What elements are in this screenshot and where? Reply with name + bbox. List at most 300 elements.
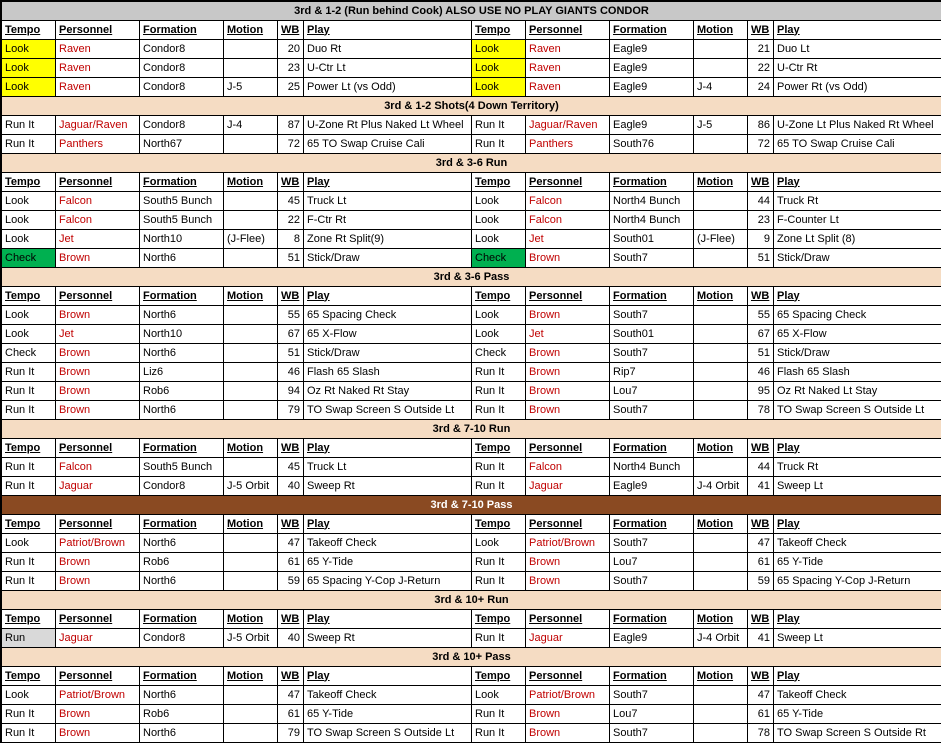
table-row: [2, 363, 941, 382]
column-header-tempo: Tempo: [472, 667, 526, 686]
column-header-row: [2, 610, 941, 629]
right-wb-cell: 95: [748, 382, 774, 401]
column-header-personnel: Personnel: [526, 515, 610, 534]
right-personnel-cell: Patriot/Brown: [526, 686, 610, 705]
left-personnel-cell: Brown: [56, 382, 140, 401]
left-play-cell: Stick/Draw: [304, 344, 472, 363]
right-play-cell: Truck Rt: [774, 192, 941, 211]
right-formation-cell: Lou7: [610, 705, 694, 724]
section-header-3rd-7-10-pass: 3rd & 7-10 Pass: [2, 496, 941, 515]
column-header-motion: Motion: [694, 21, 748, 40]
column-header-formation: Formation: [140, 610, 224, 629]
right-tempo-cell: Run It: [472, 363, 526, 382]
right-formation-cell: Eagle9: [610, 629, 694, 648]
left-play-cell: Takeoff Check: [304, 534, 472, 553]
column-header-personnel: Personnel: [526, 21, 610, 40]
right-wb-cell: 59: [748, 572, 774, 591]
right-personnel-cell: Falcon: [526, 211, 610, 230]
left-formation-cell: North6: [140, 572, 224, 591]
column-header-tempo: Tempo: [2, 21, 56, 40]
right-formation-cell: Eagle9: [610, 78, 694, 97]
left-motion-cell: [224, 135, 278, 154]
left-play-cell: TO Swap Screen S Outside Lt: [304, 724, 472, 743]
right-tempo-cell: Look: [472, 192, 526, 211]
column-header-play: Play: [304, 610, 472, 629]
column-header-motion: Motion: [224, 667, 278, 686]
right-play-cell: 65 Spacing Check: [774, 306, 941, 325]
left-personnel-cell: Falcon: [56, 458, 140, 477]
right-motion-cell: [694, 249, 748, 268]
right-formation-cell: North4 Bunch: [610, 211, 694, 230]
column-header-personnel: Personnel: [526, 173, 610, 192]
right-tempo-cell: Run It: [472, 401, 526, 420]
column-header-row: [2, 515, 941, 534]
column-header-formation: Formation: [610, 21, 694, 40]
left-motion-cell: [224, 686, 278, 705]
table-row: [2, 135, 941, 154]
left-tempo-cell: Look: [2, 59, 56, 78]
left-wb-cell: 72: [278, 135, 304, 154]
column-header-play: Play: [774, 287, 941, 306]
left-wb-cell: 46: [278, 363, 304, 382]
left-wb-cell: 40: [278, 477, 304, 496]
left-formation-cell: South5 Bunch: [140, 211, 224, 230]
table-row: [2, 249, 941, 268]
column-header-wb: WB: [748, 610, 774, 629]
left-personnel-cell: Brown: [56, 553, 140, 572]
column-header-motion: Motion: [224, 21, 278, 40]
column-header-formation: Formation: [140, 21, 224, 40]
right-wb-cell: 55: [748, 306, 774, 325]
left-play-cell: Stick/Draw: [304, 249, 472, 268]
right-personnel-cell: Brown: [526, 382, 610, 401]
right-play-cell: Truck Rt: [774, 458, 941, 477]
left-motion-cell: [224, 705, 278, 724]
right-formation-cell: Eagle9: [610, 40, 694, 59]
column-header-tempo: Tempo: [472, 515, 526, 534]
left-personnel-cell: Jaguar: [56, 629, 140, 648]
column-header-formation: Formation: [610, 173, 694, 192]
column-header-wb: WB: [748, 287, 774, 306]
left-personnel-cell: Raven: [56, 59, 140, 78]
column-header-play: Play: [774, 667, 941, 686]
right-motion-cell: [694, 401, 748, 420]
left-wb-cell: 87: [278, 116, 304, 135]
right-motion-cell: J-4 Orbit: [694, 629, 748, 648]
column-header-motion: Motion: [694, 610, 748, 629]
section-header-3rd-3-6-pass: 3rd & 3-6 Pass: [2, 268, 941, 287]
right-motion-cell: [694, 306, 748, 325]
left-tempo-cell: Look: [2, 230, 56, 249]
right-motion-cell: [694, 344, 748, 363]
table-row: [2, 192, 941, 211]
column-header-play: Play: [304, 667, 472, 686]
right-tempo-cell: Look: [472, 78, 526, 97]
left-play-cell: 65 Spacing Check: [304, 306, 472, 325]
left-wb-cell: 79: [278, 724, 304, 743]
column-header-tempo: Tempo: [2, 439, 56, 458]
column-header-motion: Motion: [694, 515, 748, 534]
right-play-cell: Oz Rt Naked Lt Stay: [774, 382, 941, 401]
left-motion-cell: [224, 192, 278, 211]
left-play-cell: U-Zone Rt Plus Naked Lt Wheel: [304, 116, 472, 135]
right-wb-cell: 47: [748, 686, 774, 705]
right-tempo-cell: Look: [472, 211, 526, 230]
column-header-wb: WB: [278, 515, 304, 534]
left-personnel-cell: Jaguar/Raven: [56, 116, 140, 135]
left-wb-cell: 25: [278, 78, 304, 97]
right-formation-cell: Eagle9: [610, 477, 694, 496]
left-wb-cell: 79: [278, 401, 304, 420]
right-personnel-cell: Brown: [526, 249, 610, 268]
column-header-personnel: Personnel: [526, 667, 610, 686]
table-row: [2, 59, 941, 78]
left-formation-cell: Condor8: [140, 629, 224, 648]
right-tempo-cell: Look: [472, 40, 526, 59]
right-wb-cell: 86: [748, 116, 774, 135]
table-row: [2, 629, 941, 648]
column-header-wb: WB: [278, 173, 304, 192]
right-tempo-cell: Look: [472, 306, 526, 325]
table-row: [2, 534, 941, 553]
left-formation-cell: South5 Bunch: [140, 458, 224, 477]
right-personnel-cell: Jaguar/Raven: [526, 116, 610, 135]
left-play-cell: 65 X-Flow: [304, 325, 472, 344]
column-header-row: [2, 21, 941, 40]
right-personnel-cell: Patriot/Brown: [526, 534, 610, 553]
column-header-motion: Motion: [694, 173, 748, 192]
left-formation-cell: Rob6: [140, 553, 224, 572]
left-play-cell: Oz Rt Naked Rt Stay: [304, 382, 472, 401]
right-personnel-cell: Jaguar: [526, 477, 610, 496]
section-header-3rd-10plus-pass: 3rd & 10+ Pass: [2, 648, 941, 667]
left-motion-cell: J-5: [224, 78, 278, 97]
column-header-formation: Formation: [140, 515, 224, 534]
column-header-play: Play: [774, 610, 941, 629]
right-tempo-cell: Run It: [472, 724, 526, 743]
left-wb-cell: 20: [278, 40, 304, 59]
left-wb-cell: 22: [278, 211, 304, 230]
right-wb-cell: 67: [748, 325, 774, 344]
right-formation-cell: South7: [610, 401, 694, 420]
table-row: [2, 344, 941, 363]
column-header-wb: WB: [748, 667, 774, 686]
column-header-play: Play: [304, 439, 472, 458]
right-play-cell: Stick/Draw: [774, 344, 941, 363]
left-wb-cell: 47: [278, 534, 304, 553]
left-formation-cell: Rob6: [140, 382, 224, 401]
left-motion-cell: [224, 534, 278, 553]
right-play-cell: Stick/Draw: [774, 249, 941, 268]
left-play-cell: Sweep Rt: [304, 477, 472, 496]
right-motion-cell: (J-Flee): [694, 230, 748, 249]
left-wb-cell: 61: [278, 705, 304, 724]
column-header-play: Play: [774, 173, 941, 192]
right-personnel-cell: Brown: [526, 705, 610, 724]
left-formation-cell: North6: [140, 249, 224, 268]
column-header-formation: Formation: [610, 439, 694, 458]
column-header-wb: WB: [748, 515, 774, 534]
table-row: [2, 116, 941, 135]
right-motion-cell: J-4 Orbit: [694, 477, 748, 496]
column-header-personnel: Personnel: [526, 287, 610, 306]
right-tempo-cell: Run It: [472, 477, 526, 496]
left-wb-cell: 61: [278, 553, 304, 572]
right-wb-cell: 44: [748, 458, 774, 477]
column-header-personnel: Personnel: [526, 439, 610, 458]
left-play-cell: 65 Y-Tide: [304, 705, 472, 724]
table-row: [2, 325, 941, 344]
right-personnel-cell: Brown: [526, 572, 610, 591]
right-wb-cell: 21: [748, 40, 774, 59]
right-play-cell: Sweep Lt: [774, 629, 941, 648]
left-personnel-cell: Raven: [56, 40, 140, 59]
column-header-personnel: Personnel: [56, 287, 140, 306]
right-play-cell: Duo Lt: [774, 40, 941, 59]
column-header-play: Play: [304, 287, 472, 306]
right-motion-cell: [694, 135, 748, 154]
column-header-wb: WB: [278, 287, 304, 306]
left-play-cell: Takeoff Check: [304, 686, 472, 705]
right-personnel-cell: Jaguar: [526, 629, 610, 648]
section-header-3rd-1-2-run: 3rd & 1-2 (Run behind Cook) ALSO USE NO PLAY GIANTS CONDOR: [2, 2, 941, 21]
table-row: [2, 724, 941, 743]
right-formation-cell: Eagle9: [610, 116, 694, 135]
column-header-personnel: Personnel: [56, 610, 140, 629]
left-formation-cell: North6: [140, 401, 224, 420]
left-play-cell: Truck Lt: [304, 458, 472, 477]
right-tempo-cell: Run It: [472, 458, 526, 477]
right-formation-cell: South76: [610, 135, 694, 154]
right-wb-cell: 72: [748, 135, 774, 154]
column-header-wb: WB: [278, 667, 304, 686]
table-row: [2, 572, 941, 591]
left-motion-cell: [224, 325, 278, 344]
right-play-cell: F-Counter Lt: [774, 211, 941, 230]
column-header-play: Play: [304, 21, 472, 40]
right-formation-cell: North4 Bunch: [610, 458, 694, 477]
right-personnel-cell: Raven: [526, 40, 610, 59]
left-play-cell: 65 Spacing Y-Cop J-Return: [304, 572, 472, 591]
left-wb-cell: 67: [278, 325, 304, 344]
right-play-cell: 65 Spacing Y-Cop J-Return: [774, 572, 941, 591]
right-formation-cell: South7: [610, 572, 694, 591]
table-row: [2, 553, 941, 572]
left-motion-cell: [224, 344, 278, 363]
left-tempo-cell: Look: [2, 40, 56, 59]
left-personnel-cell: Brown: [56, 344, 140, 363]
right-formation-cell: South7: [610, 306, 694, 325]
right-formation-cell: South7: [610, 724, 694, 743]
column-header-personnel: Personnel: [56, 173, 140, 192]
left-play-cell: Power Lt (vs Odd): [304, 78, 472, 97]
column-header-formation: Formation: [610, 287, 694, 306]
right-motion-cell: [694, 40, 748, 59]
left-play-cell: 65 TO Swap Cruise Cali: [304, 135, 472, 154]
right-play-cell: Sweep Lt: [774, 477, 941, 496]
right-tempo-cell: Run It: [472, 135, 526, 154]
right-wb-cell: 47: [748, 534, 774, 553]
left-formation-cell: North6: [140, 306, 224, 325]
left-tempo-cell: Look: [2, 534, 56, 553]
left-tempo-cell: Run: [2, 629, 56, 648]
right-personnel-cell: Falcon: [526, 458, 610, 477]
right-tempo-cell: Check: [472, 344, 526, 363]
left-play-cell: Sweep Rt: [304, 629, 472, 648]
right-formation-cell: South7: [610, 344, 694, 363]
left-tempo-cell: Run It: [2, 363, 56, 382]
table-row: [2, 306, 941, 325]
right-play-cell: Power Rt (vs Odd): [774, 78, 941, 97]
column-header-tempo: Tempo: [2, 287, 56, 306]
right-tempo-cell: Run It: [472, 572, 526, 591]
right-motion-cell: [694, 534, 748, 553]
right-personnel-cell: Brown: [526, 344, 610, 363]
column-header-play: Play: [774, 21, 941, 40]
left-motion-cell: [224, 211, 278, 230]
left-tempo-cell: Look: [2, 686, 56, 705]
column-header-play: Play: [304, 515, 472, 534]
right-motion-cell: [694, 553, 748, 572]
left-personnel-cell: Panthers: [56, 135, 140, 154]
left-tempo-cell: Look: [2, 211, 56, 230]
left-play-cell: Zone Rt Split(9): [304, 230, 472, 249]
right-tempo-cell: Run It: [472, 382, 526, 401]
section-header-3rd-7-10-run: 3rd & 7-10 Run: [2, 420, 941, 439]
right-wb-cell: 9: [748, 230, 774, 249]
left-motion-cell: [224, 306, 278, 325]
column-header-personnel: Personnel: [56, 21, 140, 40]
left-formation-cell: North6: [140, 724, 224, 743]
right-formation-cell: Lou7: [610, 382, 694, 401]
column-header-row: [2, 667, 941, 686]
left-tempo-cell: Run It: [2, 382, 56, 401]
right-personnel-cell: Falcon: [526, 192, 610, 211]
right-formation-cell: Lou7: [610, 553, 694, 572]
column-header-play: Play: [304, 173, 472, 192]
call-sheet-table: [1, 1, 941, 743]
column-header-play: Play: [774, 515, 941, 534]
column-header-personnel: Personnel: [56, 515, 140, 534]
column-header-wb: WB: [748, 21, 774, 40]
table-row: [2, 230, 941, 249]
right-formation-cell: South01: [610, 325, 694, 344]
column-header-tempo: Tempo: [2, 173, 56, 192]
column-header-formation: Formation: [140, 287, 224, 306]
right-play-cell: U-Zone Lt Plus Naked Rt Wheel: [774, 116, 941, 135]
left-formation-cell: North6: [140, 686, 224, 705]
table-row: [2, 40, 941, 59]
column-header-personnel: Personnel: [56, 667, 140, 686]
right-wb-cell: 23: [748, 211, 774, 230]
left-motion-cell: [224, 249, 278, 268]
call-sheet-body: [2, 2, 941, 743]
column-header-motion: Motion: [224, 173, 278, 192]
left-tempo-cell: Run It: [2, 458, 56, 477]
column-header-tempo: Tempo: [472, 610, 526, 629]
column-header-wb: WB: [278, 439, 304, 458]
left-formation-cell: Condor8: [140, 78, 224, 97]
left-formation-cell: North67: [140, 135, 224, 154]
left-wb-cell: 23: [278, 59, 304, 78]
left-play-cell: Flash 65 Slash: [304, 363, 472, 382]
right-personnel-cell: Jet: [526, 325, 610, 344]
left-tempo-cell: Run It: [2, 553, 56, 572]
table-row: [2, 401, 941, 420]
left-tempo-cell: Run It: [2, 477, 56, 496]
left-wb-cell: 45: [278, 192, 304, 211]
right-tempo-cell: Run It: [472, 705, 526, 724]
right-wb-cell: 61: [748, 705, 774, 724]
right-tempo-cell: Run It: [472, 553, 526, 572]
column-header-formation: Formation: [140, 173, 224, 192]
left-personnel-cell: Patriot/Brown: [56, 534, 140, 553]
left-motion-cell: J-5 Orbit: [224, 629, 278, 648]
right-motion-cell: [694, 192, 748, 211]
column-header-motion: Motion: [224, 439, 278, 458]
left-personnel-cell: Falcon: [56, 192, 140, 211]
right-motion-cell: [694, 724, 748, 743]
right-play-cell: 65 X-Flow: [774, 325, 941, 344]
left-wb-cell: 55: [278, 306, 304, 325]
left-tempo-cell: Run It: [2, 572, 56, 591]
column-header-formation: Formation: [140, 439, 224, 458]
left-formation-cell: Condor8: [140, 40, 224, 59]
right-motion-cell: [694, 686, 748, 705]
left-formation-cell: North6: [140, 534, 224, 553]
left-formation-cell: Condor8: [140, 477, 224, 496]
left-tempo-cell: Run It: [2, 135, 56, 154]
right-wb-cell: 24: [748, 78, 774, 97]
right-formation-cell: South7: [610, 249, 694, 268]
table-row: [2, 477, 941, 496]
left-formation-cell: Rob6: [140, 705, 224, 724]
right-wb-cell: 78: [748, 724, 774, 743]
right-play-cell: TO Swap Screen S Outside Lt: [774, 401, 941, 420]
right-tempo-cell: Look: [472, 59, 526, 78]
right-play-cell: 65 Y-Tide: [774, 553, 941, 572]
left-wb-cell: 94: [278, 382, 304, 401]
left-personnel-cell: Jaguar: [56, 477, 140, 496]
column-header-formation: Formation: [610, 667, 694, 686]
right-personnel-cell: Raven: [526, 78, 610, 97]
right-motion-cell: J-5: [694, 116, 748, 135]
column-header-tempo: Tempo: [472, 287, 526, 306]
left-play-cell: Truck Lt: [304, 192, 472, 211]
column-header-wb: WB: [278, 610, 304, 629]
left-wb-cell: 51: [278, 344, 304, 363]
left-formation-cell: Condor8: [140, 59, 224, 78]
column-header-motion: Motion: [694, 439, 748, 458]
table-row: [2, 458, 941, 477]
right-tempo-cell: Look: [472, 686, 526, 705]
column-header-wb: WB: [748, 439, 774, 458]
table-row: [2, 78, 941, 97]
left-formation-cell: South5 Bunch: [140, 192, 224, 211]
left-tempo-cell: Run It: [2, 401, 56, 420]
column-header-row: [2, 287, 941, 306]
left-play-cell: Duo Rt: [304, 40, 472, 59]
left-play-cell: F-Ctr Rt: [304, 211, 472, 230]
column-header-row: [2, 173, 941, 192]
left-wb-cell: 51: [278, 249, 304, 268]
column-header-motion: Motion: [224, 610, 278, 629]
left-personnel-cell: Brown: [56, 306, 140, 325]
right-motion-cell: [694, 211, 748, 230]
left-motion-cell: J-5 Orbit: [224, 477, 278, 496]
right-play-cell: 65 Y-Tide: [774, 705, 941, 724]
right-wb-cell: 22: [748, 59, 774, 78]
